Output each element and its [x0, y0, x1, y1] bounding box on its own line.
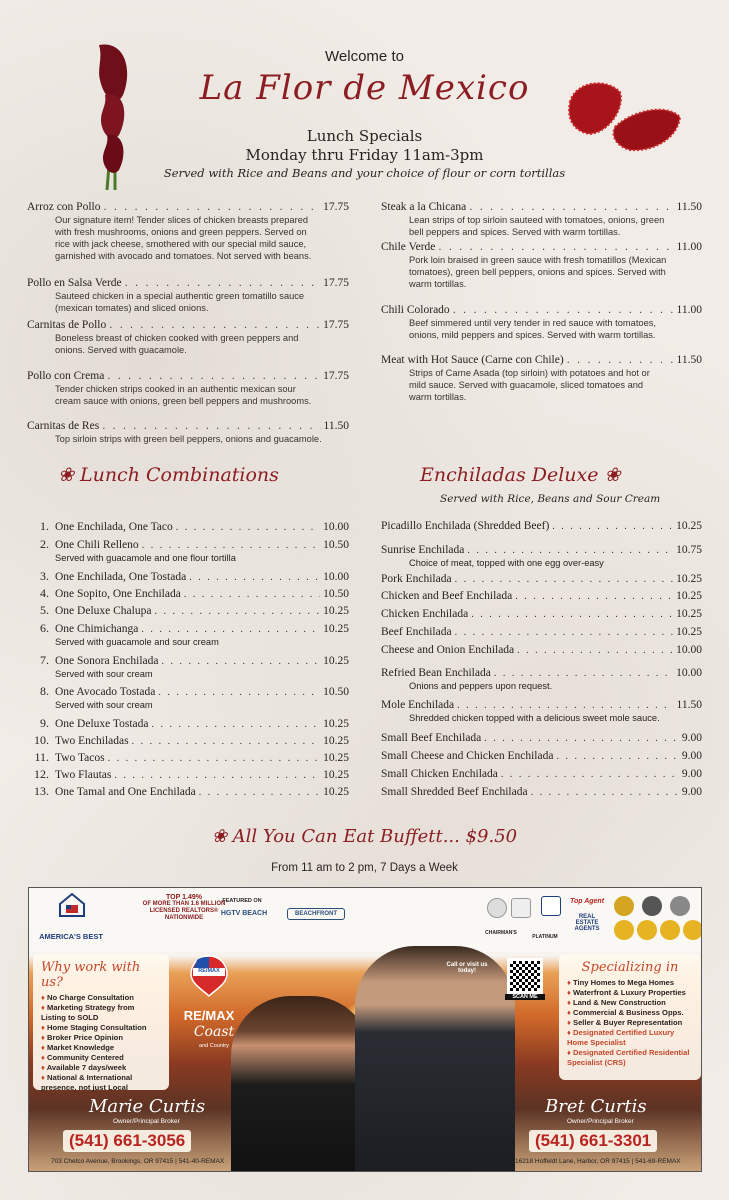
gold-star-medal-icon	[614, 920, 634, 940]
combo-number: 10.	[34, 733, 49, 747]
combo-number: 8.	[40, 684, 49, 698]
gold-medal-icon	[614, 896, 634, 916]
item-description: Sauteed chicken in a special authentic green tomatillo sauce (mexican tomates) and sliced onions.	[55, 291, 305, 313]
combo-name: One Chili Relleno	[55, 539, 139, 551]
flower-icon: ❀	[598, 464, 621, 486]
enchilada-price: 10.25	[676, 626, 702, 638]
enchilada-price: 9.00	[681, 732, 702, 744]
combo-name: One Chimichanga	[55, 623, 139, 635]
bullet-icon: ♦	[41, 1033, 47, 1042]
combo-price: 10.50	[323, 686, 349, 698]
bullet-icon: ♦	[567, 978, 573, 987]
enchilada-item	[381, 519, 702, 534]
top-percent-badge: TOP 1.49% OF MORE THAN 1.6 MILLION LICENSED REALTORS® NATIONWIDE	[142, 894, 226, 921]
coast-sub-text: and Country	[199, 1043, 229, 1049]
item-price: 11.50	[676, 201, 702, 213]
item-name: Steak a la Chicana	[381, 201, 467, 213]
combo-number: 12.	[34, 767, 49, 781]
combo-description: Served with guacamole and sour cream	[55, 637, 219, 647]
enchilada-item	[381, 749, 702, 764]
enchilada-price: 10.25	[676, 608, 702, 620]
top-agent-logo: Top Agent	[569, 898, 605, 905]
combo-price: 10.00	[323, 521, 349, 533]
item-description: Top sirloin strips with green bell peppers, onions and guacamole.	[55, 434, 322, 444]
combo-number: 2.	[40, 537, 49, 551]
item-description: Beef simmered until very tender in red sauce with tomatoes, onions, mild peppers and spices. Served with warm tortillas.	[409, 318, 656, 340]
specialty-item: ♦ Waterfront & Luxury Properties	[567, 988, 686, 997]
enchilada-price: 10.00	[676, 667, 702, 679]
enchilada-name: Refried Bean Enchilada	[381, 667, 491, 679]
why-work-with-us-panel	[33, 954, 169, 1090]
enchilada-item	[381, 625, 702, 640]
item-description: Lean strips of top sirloin sauteed with tomatoes, onions, green bell peppers and spices. Served with warm tortillas.	[409, 215, 665, 237]
bullet-icon: ♦	[41, 1043, 47, 1052]
item-name: Pollo en Salsa Verde	[27, 277, 122, 289]
combo-number: 11.	[34, 750, 49, 764]
why-item: ♦ Marketing Strategy from Listing to SOLD	[41, 1003, 135, 1022]
why-item: ♦ No Charge Consultation	[41, 993, 134, 1002]
enchilada-name: Small Chicken Enchilada	[381, 768, 498, 780]
enchilada-name: Mole Enchilada	[381, 699, 455, 711]
combo-price: 10.25	[323, 735, 349, 747]
item-description: Pork loin braised in green sauce with fresh tomatillos (Mexican tomatoes), green bell peppers, onions and spices. Served with warm tortillas.	[409, 255, 667, 289]
enchilada-name: Picadillo Enchilada (Shredded Beef)	[381, 520, 550, 532]
enchilada-item	[381, 731, 702, 746]
call-or-visit-text: Call or visit us today!	[446, 962, 488, 974]
combo-number: 7.	[40, 653, 49, 667]
combo-name: Two Tacos	[55, 752, 105, 764]
specialty-item: ♦ Commercial & Business Opps.	[567, 1008, 684, 1017]
specialty-item: ♦ Tiny Homes to Mega Homes	[567, 978, 675, 987]
beachfront-logo: BEACHFRONT	[287, 908, 345, 920]
specialty-item: ♦ Designated Certified Residential Specialist (CRS)	[567, 1048, 690, 1067]
item-name: Carnitas de Res	[27, 420, 100, 432]
bullet-icon: ♦	[41, 1063, 47, 1072]
coast-text: Coast	[193, 1024, 235, 1040]
combo-item	[27, 569, 349, 585]
bullet-icon: ♦	[41, 1053, 47, 1062]
marie-curtis-photo	[231, 996, 371, 1172]
featured-on-text: FEATURED ON	[222, 898, 262, 904]
combo-price: 10.25	[323, 786, 349, 798]
house-flag-logo	[57, 892, 87, 918]
combo-item	[27, 621, 349, 648]
agent1-role: Owner/Principal Broker	[113, 1118, 180, 1125]
enchilada-item	[381, 572, 702, 587]
realtor-advertisement	[28, 887, 702, 1172]
menu-item	[27, 277, 349, 314]
why-item: ♦ National & International presence, not just Local	[41, 1073, 133, 1092]
enchilada-description: Shredded chicken topped with a delicious sweet mole sauce.	[409, 713, 660, 723]
why-title: Why work with us?	[41, 960, 141, 990]
chairmans-text: CHAIRMAN'S	[485, 930, 517, 936]
item-price: 11.00	[676, 304, 702, 316]
combo-number: 5.	[40, 603, 49, 617]
combo-number: 6.	[40, 621, 49, 635]
scan-me-label: SCAN ME	[505, 994, 545, 1000]
gold-star-medal-icon	[683, 920, 702, 940]
menu-item	[381, 304, 702, 341]
hgtv-logo: HGTV BEACH	[220, 910, 268, 917]
item-description: Our signature item! Tender slices of chicken breasts prepared with fresh mushrooms, onions and green peppers. Served on rice with jack cheese, smothered with our special mild sauce, garnished with avocado and tomatoes. Not served with beans.	[55, 215, 312, 261]
menu-item	[27, 370, 349, 407]
combo-item	[27, 684, 349, 711]
combo-item	[27, 603, 349, 619]
enchilada-item	[381, 767, 702, 782]
specializing-title: Specializing in	[581, 960, 679, 975]
bullet-icon: ♦	[567, 1008, 573, 1017]
combo-price: 10.25	[323, 769, 349, 781]
why-item: ♦ Market Knowledge	[41, 1043, 115, 1052]
combo-number: 9.	[40, 716, 49, 730]
enchilada-name: Beef Enchilada	[381, 626, 452, 638]
enchilada-price: 9.00	[681, 768, 702, 780]
enchilada-name: Pork Enchilada	[381, 573, 452, 585]
buffet-hours: From 11 am to 2 pm, 7 Days a Week	[271, 862, 458, 874]
welcome-text: Welcome to	[325, 48, 404, 65]
item-name: Chile Verde	[381, 241, 436, 253]
item-price: 17.75	[323, 319, 349, 331]
agent2-role: Owner/Principal Broker	[567, 1118, 634, 1125]
combo-price: 10.50	[323, 539, 349, 551]
americas-best-text: AMERICA'S BEST	[39, 932, 103, 941]
enchilada-price: 10.25	[676, 520, 702, 532]
combo-name: Two Flautas	[55, 769, 112, 781]
enchilada-item	[381, 543, 702, 569]
enchilada-price: 10.75	[676, 544, 702, 556]
item-name: Pollo con Crema	[27, 370, 105, 382]
combo-price: 10.25	[323, 718, 349, 730]
combo-number: 3.	[40, 569, 49, 583]
combo-name: Two Enchiladas	[55, 735, 129, 747]
bullet-icon: ♦	[41, 1023, 47, 1032]
item-name: Chili Colorado	[381, 304, 450, 316]
combo-name: One Sonora Enchilada	[55, 655, 159, 667]
menu-item	[381, 354, 702, 403]
enchiladas-subtitle: Served with Rice, Beans and Sour Cream	[440, 493, 661, 505]
combo-name: One Enchilada, One Taco	[55, 521, 173, 533]
enchilada-name: Cheese and Onion Enchilada	[381, 644, 515, 656]
combo-name: One Avocado Tostada	[55, 686, 156, 698]
item-price: 17.75	[323, 277, 349, 289]
specializing-panel	[559, 954, 701, 1080]
why-item: ♦ Home Staging Consultation	[41, 1023, 147, 1032]
why-item: ♦ Broker Price Opinion	[41, 1033, 123, 1042]
combo-number: 1.	[40, 519, 49, 533]
item-price: 17.75	[323, 370, 349, 382]
menu-item	[27, 319, 349, 356]
served-with-note: Served with Rice and Beans and your choice of flour or corn tortillas	[163, 166, 566, 180]
bullet-icon: ♦	[567, 1048, 573, 1057]
enchilada-price: 9.00	[681, 786, 702, 798]
gold-star-medal-icon	[660, 920, 680, 940]
enchilada-name: Sunrise Enchilada	[381, 544, 465, 556]
enchilada-price: 9.00	[681, 750, 702, 762]
combo-description: Served with guacamole and one flour tortilla	[55, 553, 236, 563]
enchilada-description: Choice of meat, topped with one egg over-easy	[409, 558, 604, 568]
combo-item	[27, 519, 349, 535]
item-price: 11.50	[676, 354, 702, 366]
item-name: Arroz con Pollo	[27, 201, 101, 213]
item-description: Tender chicken strips cooked in an authentic mexican sour cream sauce with onions, green bell peppers and mushrooms.	[55, 384, 312, 406]
specialty-item: ♦ Designated Certified Luxury Home Specialist	[567, 1028, 675, 1047]
award-badge-icon	[487, 898, 507, 918]
combo-price: 10.25	[323, 605, 349, 617]
agent1-address: 703 Chetco Avenue, Brookings, OR 97415 | 541-40-REMAX	[51, 1158, 225, 1165]
combo-item	[27, 537, 349, 564]
menu-item	[381, 241, 702, 290]
enchilada-name: Chicken Enchilada	[381, 608, 469, 620]
bullet-icon: ♦	[41, 1003, 47, 1012]
combo-item	[27, 733, 349, 749]
item-name: Carnitas de Pollo	[27, 319, 107, 331]
enchilada-name: Small Shredded Beef Enchilada	[381, 786, 528, 798]
flower-icon: ❀	[58, 464, 80, 486]
item-price: 11.00	[676, 241, 702, 253]
item-description: Boneless breast of chicken cooked with green peppers and onions. Served with guacamole.	[55, 333, 299, 355]
agent1-name: Marie Curtis	[89, 1096, 206, 1117]
agent2-phone[interactable]: (541) 661-3301	[529, 1130, 657, 1152]
enchilada-item	[381, 785, 702, 800]
agent2-address: 16218 Hoffeldt Lane, Harbor, OR 97415 | 541-69-REMAX	[515, 1158, 681, 1165]
menu-item	[27, 201, 349, 262]
restaurant-title: La Flor de Mexico	[199, 68, 530, 108]
item-description: Strips of Carne Asada (top sirloin) with potatoes and hot or mild sauce. Served with guacamole, sliced tomatoes and warm tortillas.	[409, 368, 650, 402]
platinum-text: PLATINUM	[532, 934, 558, 940]
enchilada-item	[381, 698, 702, 724]
bullet-icon: ♦	[567, 1028, 573, 1037]
item-price: 17.75	[323, 201, 349, 213]
award-badge-icon	[541, 896, 561, 916]
lunch-combinations-heading: ❀ Lunch Combinations	[58, 464, 279, 486]
lunch-hours: Monday thru Friday 11am-3pm	[245, 146, 484, 164]
combo-name: One Sopito, One Enchilada	[55, 588, 181, 600]
enchilada-item	[381, 666, 702, 692]
combo-item	[27, 767, 349, 783]
bret-curtis-photo	[355, 946, 515, 1172]
bullet-icon: ♦	[567, 1018, 573, 1027]
specialty-item: ♦ Seller & Buyer Representation	[567, 1018, 683, 1027]
remax-text: RE/MAX	[183, 1008, 235, 1023]
combo-number: 4.	[40, 586, 49, 600]
item-name: Meat with Hot Sauce (Carne con Chile)	[381, 354, 564, 366]
enchilada-item	[381, 607, 702, 622]
combo-name: One Enchilada, One Tostada	[55, 571, 187, 583]
combo-price: 10.25	[323, 623, 349, 635]
enchiladas-deluxe-heading: Enchiladas Deluxe ❀	[420, 464, 621, 486]
agent2-name: Bret Curtis	[545, 1096, 647, 1117]
bullet-icon: ♦	[567, 998, 573, 1007]
combo-price: 10.25	[323, 752, 349, 764]
silver-medal-icon	[670, 896, 690, 916]
enchilada-price: 11.50	[676, 699, 702, 711]
combo-price: 10.25	[323, 655, 349, 667]
combo-item	[27, 750, 349, 766]
combo-description: Served with sour cream	[55, 669, 153, 679]
bullet-icon: ♦	[41, 993, 47, 1002]
agent1-phone[interactable]: (541) 661-3056	[63, 1130, 191, 1152]
menu-item	[27, 420, 349, 445]
bullet-icon: ♦	[41, 1073, 47, 1082]
menu-item	[381, 201, 702, 238]
enchilada-price: 10.25	[676, 590, 702, 602]
enchilada-description: Onions and peppers upon request.	[409, 681, 553, 691]
combo-item	[27, 716, 349, 732]
why-item: ♦ Community Centered	[41, 1053, 124, 1062]
enchilada-item	[381, 643, 702, 658]
combo-name: One Tamal and One Enchilada	[55, 786, 196, 798]
enchilada-name: Chicken and Beef Enchilada	[381, 590, 513, 602]
lunch-specials-heading: Lunch Specials	[306, 127, 423, 145]
combo-description: Served with sour cream	[55, 700, 153, 710]
bullet-icon: ♦	[567, 988, 573, 997]
enchilada-name: Small Cheese and Chicken Enchilada	[381, 750, 554, 762]
real-estate-agents-badge: REAL ESTATE AGENTS	[574, 914, 600, 932]
gray-medal-icon	[642, 896, 662, 916]
award-badge-icon	[511, 898, 531, 918]
specialty-item: ♦ Land & New Construction	[567, 998, 666, 1007]
flower-icon: ❀	[211, 826, 233, 847]
combo-name: One Deluxe Tostada	[55, 718, 149, 730]
enchilada-price: 10.00	[676, 644, 702, 656]
combo-item	[27, 586, 349, 602]
combo-name: One Deluxe Chalupa	[55, 605, 152, 617]
qr-code-icon	[507, 958, 543, 994]
remax-balloon-label: RE/MAX	[198, 968, 220, 974]
enchilada-name: Small Beef Enchilada	[381, 732, 482, 744]
combo-item	[27, 653, 349, 680]
combo-price: 10.50	[323, 588, 349, 600]
enchilada-item	[381, 589, 702, 604]
enchilada-price: 10.25	[676, 573, 702, 585]
remax-balloon-logo	[189, 954, 229, 998]
combo-price: 10.00	[323, 571, 349, 583]
item-price: 11.50	[323, 420, 349, 432]
combo-number: 13.	[34, 784, 49, 798]
why-item: ♦ Available 7 days/week	[41, 1063, 127, 1072]
combo-item	[27, 784, 349, 800]
gold-star-medal-icon	[637, 920, 657, 940]
buffet-heading: ❀ All You Can Eat Buffett... $9.50	[211, 826, 518, 847]
